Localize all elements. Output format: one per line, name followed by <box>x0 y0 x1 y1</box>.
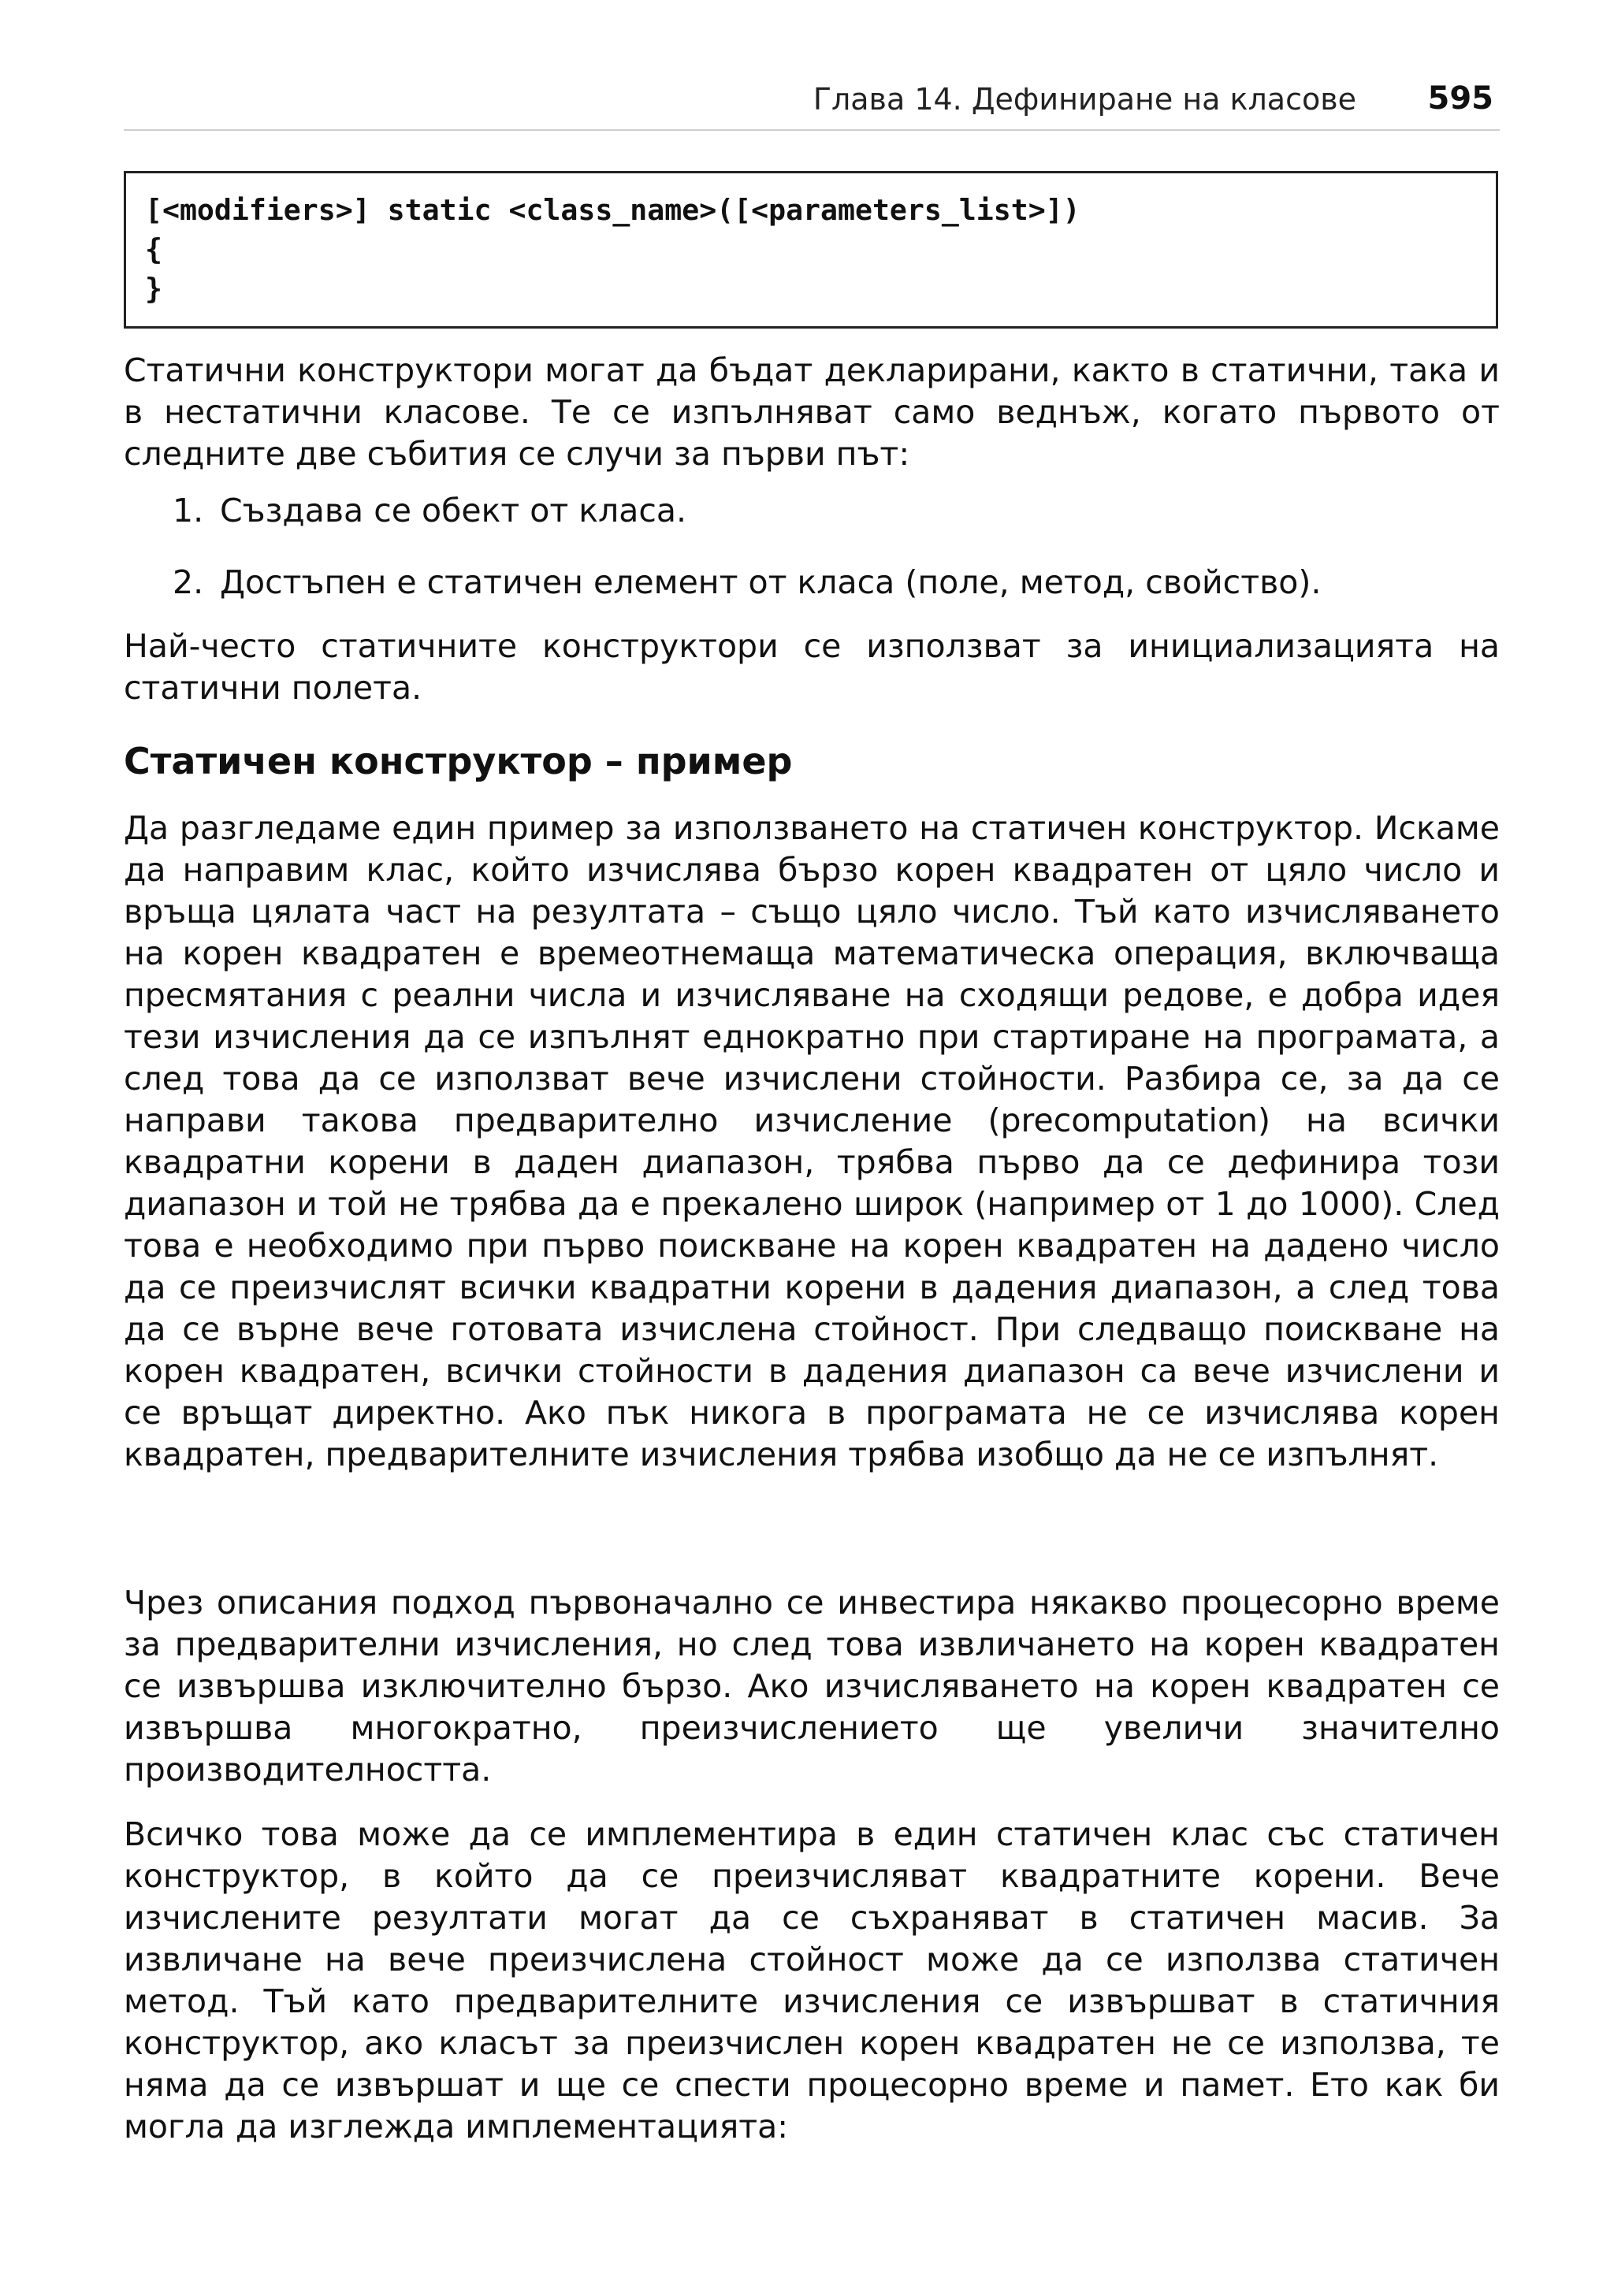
section-heading: Статичен конструктор – пример <box>124 740 793 782</box>
list-number: 2. <box>173 563 204 601</box>
paragraph-static-ctor-intro: Статични конструктори могат да бъдат декларирани, както в статични, така и в нестатични класове. Те се изпълняват само веднъж, когато първото от следните две събития се случи за първи път: <box>124 351 1500 473</box>
paragraph-example: Да разгледаме един пример за използването на статичен конструктор. Искаме да направим клас, който изчислява бързо корен квадратен от цяло число и връща цялата част на резултата – също цяло число. Тъй като изчисляването на корен квадратен е времеотнемаща математическа операция, включваща пресмятания с реални числа и изчисляване на сходящи редове, е добра идея тези изчисления да се изпълнят еднократно при стартиране на програмата, а след това да се използват вече изчислени стойности. Разбира се, за да се направи такова предварително изчисление (precomputation) на всички квадратни корени в даден диапазон, трябва първо да се дефинира този диапазон и той не трябва да е прекалено широк (например от 1 до 1000). След това е необходимо при първо поискване на корен квадратен на дадено число да се преизчислят всички квадратни корени в дадения диапазон, а след това да се върне вече готовата изчислена стойност. При следващо поискване на корен квадратен, всички стойности в дадения диапазон са вече изчислени и се връщат директно. Ако пък никога в програмата не се изчислява корен квадратен, предварителните изчисления трябва изобщо да не се изпълнят. <box>124 809 1500 1473</box>
code-block: [<modifiers>] static <class_name>([<parameters_list>]) { } <box>124 171 1498 329</box>
paragraph-usage: Най-често статичните конструктори се използват за инициализацията на статични полета. <box>124 627 1500 707</box>
list-item-2 <box>173 562 1497 604</box>
list-number: 1. <box>173 492 204 529</box>
paragraph-implementation: Всичко това може да се имплементира в един статичен клас със статичен конструктор, в който да се преизчисляват квадратните корени. Вече изчислените резултати могат да се съхраняват в статичен масив. За извличане на вече преизчислена стойност може да се използва статичен метод. Тъй като предварителните изчисления се извършват в статичния конструктор, ако класът за преизчислен корен квадратен не се използва, те няма да се извършат и ще се спести процесорно време и памет. Ето как би могла да изглежда имплементацията: <box>124 1815 1500 2146</box>
page-number: 595 <box>1427 80 1493 117</box>
running-header <box>124 82 1500 131</box>
list-item-1 <box>173 490 1497 532</box>
list-item-text: Достъпен е статичен елемент от класа (поле, метод, свойство). <box>220 563 1322 601</box>
list-item-text: Създава се обект от класа. <box>220 492 687 529</box>
chapter-title: Глава 14. Дефиниране на класове <box>813 82 1356 117</box>
paragraph-approach: Чрез описания подход първоначално се инвестира някакво процесорно време за предварителни изчисления, но след това извличането на корен квадратен се извършва изключително бързо. Ако изчисляването на корен квадратен се извършва многократно, преизчислението ще увеличи значително производителността. <box>124 1584 1500 1789</box>
